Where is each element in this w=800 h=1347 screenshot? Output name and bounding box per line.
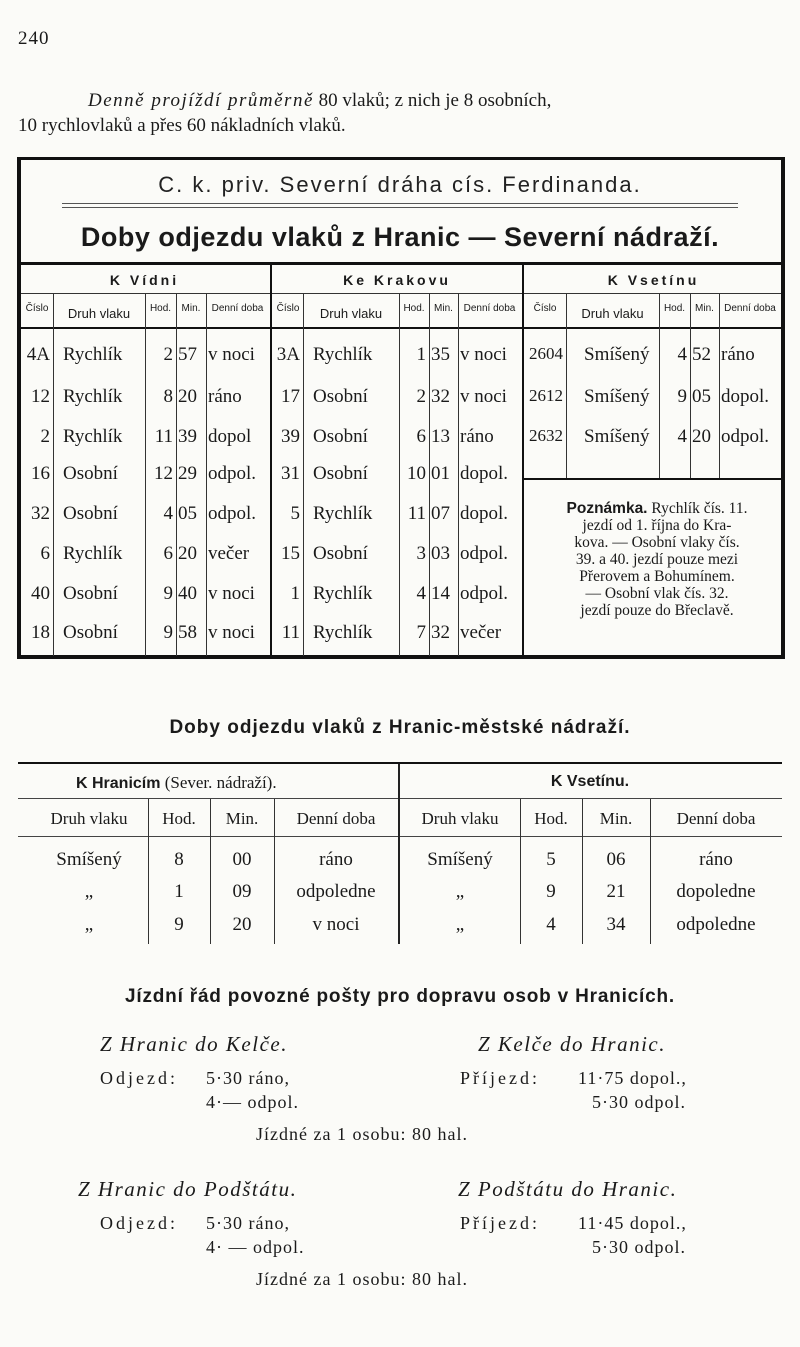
column-header-cislo: Číslo (276, 303, 300, 314)
table-cell: 6 (416, 426, 426, 447)
column-header-cislo: Číslo (25, 303, 49, 314)
intro-line1: 80 vlaků; z nich je 8 osobních, (313, 90, 552, 111)
table-cell: odpol. (460, 583, 509, 604)
t2-top-rule (18, 762, 782, 764)
table-cell: dopol. (721, 386, 770, 407)
arrival-time: 5·30 odpol. (592, 1237, 686, 1257)
table-cell: „ (455, 881, 465, 902)
column-divider (520, 799, 521, 944)
table-cell: večer (460, 622, 502, 643)
column-header-druh: Druh vlaku (319, 306, 383, 321)
table-cell: 01 (431, 463, 450, 484)
table-cell: 4 (546, 914, 556, 935)
table-cell: 40 (178, 583, 197, 604)
column-divider (458, 294, 459, 656)
column-divider (566, 294, 567, 479)
note-line: 39. a 40. jezdí pouze mezi (575, 551, 739, 568)
table-cell: odpoledne (296, 881, 376, 902)
group-divider (270, 265, 272, 655)
table-cell: odpol. (460, 543, 509, 564)
group-header-vsetin: K Vsetínu (607, 272, 700, 288)
table-cell: 57 (178, 344, 197, 365)
group-header-vsetin-town: K Vsetínu. (550, 773, 630, 790)
intro-paragraph (18, 88, 788, 138)
column-header-hod: Hod. (534, 809, 568, 828)
note-line: jezdí od 1. října do Kra- (582, 517, 732, 534)
table-cell: 4A (26, 344, 50, 365)
table-cell: Osobní (313, 463, 368, 484)
table-cell: 05 (178, 503, 197, 524)
departure-time: 4·— odpol. (206, 1092, 299, 1112)
table-cell: Smíšený (584, 426, 650, 447)
table-cell: 9 (677, 386, 687, 407)
table-cell: 6 (40, 543, 50, 564)
table-cell: 11 (281, 622, 300, 643)
table-cell: 21 (606, 881, 626, 902)
group1-name: K Hranicím (76, 775, 161, 792)
table-cell: 34 (606, 914, 626, 935)
table-cell: Rychlík (313, 344, 373, 365)
group1-note: (Sever. nádraží). (160, 773, 277, 792)
column-header-druh: Druh vlaku (50, 809, 128, 828)
table-cell: 20 (232, 914, 252, 935)
title-rule (21, 262, 781, 265)
group-rule (21, 293, 781, 294)
column-divider (274, 799, 275, 944)
table-cell: Rychlík (313, 583, 373, 604)
table-cell: 35 (431, 344, 450, 365)
company-underline (62, 203, 738, 208)
departure-label: Odjezd: (100, 1213, 178, 1233)
table-cell: „ (84, 914, 94, 935)
column-header-druh: Druh vlaku (67, 306, 131, 321)
column-header-hod: Hod. (149, 303, 172, 314)
table-cell: „ (455, 914, 465, 935)
table-cell: odpoledne (676, 914, 756, 935)
departure-time: 5·30 ráno, (206, 1068, 290, 1088)
table-cell: 18 (31, 622, 50, 643)
column-divider (206, 294, 207, 656)
route-title: Z Hranic do Podštátu. (78, 1177, 298, 1201)
table-cell: 20 (692, 426, 711, 447)
north-station-title: Doby odjezdu vlaků z Hranic — Severní nádraží. (80, 222, 720, 252)
route-title: Z Podštátu do Hranic. (458, 1177, 678, 1201)
table-cell: Osobní (63, 463, 118, 484)
page-number: 240 (18, 28, 50, 49)
arrival-label: Příjezd: (460, 1213, 540, 1233)
table-cell: v noci (460, 344, 507, 365)
railway-company-name: C. k. priv. Severní dráha cís. Ferdinanda. (158, 172, 642, 197)
table-cell: 12 (154, 463, 173, 484)
table-cell: v noci (208, 622, 255, 643)
table-cell: 05 (692, 386, 711, 407)
table-cell: Smíšený (584, 344, 650, 365)
table-cell: Smíšený (584, 386, 650, 407)
fare: Jízdné za 1 osobu: 80 hal. (256, 1269, 468, 1289)
table-cell: 9 (163, 583, 173, 604)
table-cell: Osobní (313, 426, 368, 447)
column-header-min: Min. (434, 303, 453, 314)
note-line: kova. — Osobní vlaky čís. (574, 534, 740, 551)
table-cell: 16 (31, 463, 50, 484)
table-cell: 2 (416, 386, 426, 407)
departure-label: Odjezd: (100, 1068, 178, 1088)
table-cell: v noci (460, 386, 507, 407)
table-cell: 03 (431, 543, 450, 564)
column-divider (719, 294, 720, 479)
table-cell: 32 (31, 503, 50, 524)
table-cell: 11 (154, 426, 173, 447)
table-cell: Smíšený (427, 849, 493, 870)
departure-time: 4· — odpol. (206, 1237, 305, 1257)
column-divider (429, 294, 430, 656)
route-title: Z Kelče do Hranic. (478, 1032, 666, 1056)
table-cell: 32 (431, 622, 450, 643)
group-header-krakow: Ke Krakovu (343, 272, 451, 288)
table-cell: 2612 (529, 386, 563, 405)
column-divider (53, 294, 54, 656)
t2-header-rule (18, 836, 782, 837)
table-cell: 5 (290, 503, 300, 524)
town-station-title: Doby odjezdu vlaků z Hranic-městské nádraží. (169, 717, 631, 738)
column-header-cislo: Číslo (533, 303, 557, 314)
fare: Jízdné za 1 osobu: 80 hal. (256, 1124, 468, 1144)
table-cell: 1 (416, 344, 426, 365)
table-cell: 8 (174, 849, 184, 870)
group-header-vienna: K Vídni (109, 272, 180, 288)
note-line: Přerovem a Bohumínem. (579, 568, 735, 585)
column-header-min: Min. (695, 303, 714, 314)
table-cell: ráno (208, 386, 242, 407)
table-cell: Rychlík (63, 543, 123, 564)
table-cell: 10 (407, 463, 426, 484)
table-cell: v noci (208, 583, 255, 604)
table-cell: 6 (163, 543, 173, 564)
table-cell: 07 (431, 503, 450, 524)
table-cell: 4 (416, 583, 426, 604)
column-divider (582, 799, 583, 944)
table-cell: 13 (431, 426, 450, 447)
table-cell: 39 (178, 426, 197, 447)
column-header-doba: Denní doba (296, 809, 376, 828)
table-cell: 5 (546, 849, 556, 870)
table-cell: dopol. (460, 503, 509, 524)
column-header-doba: Denní doba (676, 809, 756, 828)
column-divider (176, 294, 177, 656)
table-cell: Osobní (313, 386, 368, 407)
table-cell: 17 (281, 386, 300, 407)
column-divider (148, 799, 149, 944)
table-cell: Osobní (63, 583, 118, 604)
column-divider (399, 294, 400, 656)
column-divider (145, 294, 146, 656)
column-divider (650, 799, 651, 944)
table-cell: 9 (174, 914, 184, 935)
table-cell: 4 (677, 426, 687, 447)
column-header-doba: Denní doba (463, 303, 516, 314)
table-cell: 1 (174, 881, 184, 902)
table-cell: 2604 (529, 344, 563, 363)
table-cell: odpol. (208, 503, 257, 524)
table-cell: 2632 (529, 426, 563, 445)
header-rule (21, 327, 781, 329)
departure-time: 5·30 ráno, (206, 1213, 290, 1233)
column-header-druh: Druh vlaku (421, 809, 499, 828)
table-cell: Rychlík (313, 622, 373, 643)
table-cell: ráno (460, 426, 494, 447)
table-cell: dopoledne (676, 881, 756, 902)
column-divider (659, 294, 660, 479)
table-cell: 20 (178, 543, 197, 564)
intro-line2: 10 rychlovlaků a přes 60 nákladních vlaků. (18, 115, 346, 136)
note-line: jezdí pouze do Břeclavě. (580, 602, 734, 619)
table-cell: 09 (232, 881, 252, 902)
table-cell: 2 (40, 426, 50, 447)
table-cell: Smíšený (56, 849, 122, 870)
table-cell: 7 (416, 622, 426, 643)
table-cell: 15 (281, 543, 300, 564)
column-divider (690, 294, 691, 479)
table-cell: večer (208, 543, 250, 564)
table-cell: 52 (692, 344, 711, 365)
table-cell: 3 (416, 543, 426, 564)
table-cell: ráno (721, 344, 755, 365)
timetable-note (532, 500, 782, 619)
table-cell: odpol. (721, 426, 770, 447)
table-cell: 2 (163, 344, 173, 365)
table-cell: 32 (431, 386, 450, 407)
table-cell: ráno (699, 849, 733, 870)
table-cell: 1 (290, 583, 300, 604)
table-cell: v noci (208, 344, 255, 365)
table-cell: Osobní (63, 503, 118, 524)
group-header-hranice (30, 773, 396, 793)
vsetin-section-rule (524, 478, 781, 480)
column-header-doba: Denní doba (211, 303, 264, 314)
table-cell: Rychlík (63, 386, 123, 407)
table-cell: 39 (281, 426, 300, 447)
table-cell: 11 (407, 503, 426, 524)
column-divider (303, 294, 304, 656)
note-label: Poznámka. (566, 500, 648, 517)
t2-group-rule (18, 798, 782, 799)
column-divider (210, 799, 211, 944)
table-cell: Rychlík (313, 503, 373, 524)
table-cell: ráno (319, 849, 353, 870)
table-cell: „ (84, 881, 94, 902)
column-header-druh: Druh vlaku (581, 306, 644, 321)
table-cell: Rychlík (63, 344, 123, 365)
table-cell: 29 (178, 463, 197, 484)
table-cell: 9 (546, 881, 556, 902)
arrival-time: 5·30 odpol. (592, 1092, 686, 1112)
table-cell: 14 (431, 583, 450, 604)
table-cell: Rychlík (63, 426, 123, 447)
table-cell: dopol (208, 426, 252, 447)
table-cell: 31 (281, 463, 300, 484)
table-cell: 20 (178, 386, 197, 407)
column-header-min: Min. (225, 809, 259, 828)
note-divider (522, 478, 524, 655)
column-header-hod: Hod. (162, 809, 196, 828)
table-cell: 58 (178, 622, 197, 643)
post-coach-title: Jízdní řád povozné pošty pro dopravu osob v Hranicích. (125, 986, 675, 1007)
table-cell: Osobní (313, 543, 368, 564)
table-cell: Osobní (63, 622, 118, 643)
column-header-hod: Hod. (403, 303, 425, 314)
table-cell: 4 (677, 344, 687, 365)
intro-italic: Denně projíždí průměrně (88, 90, 314, 111)
arrival-time: 11·75 dopol., (578, 1068, 687, 1088)
route-title: Z Hranic do Kelče. (100, 1032, 288, 1056)
note-line: — Osobní vlak čís. 32. (585, 585, 729, 602)
table-cell: 06 (606, 849, 626, 870)
table-cell: 12 (31, 386, 50, 407)
table-cell: 9 (163, 622, 173, 643)
table-cell: v noci (312, 914, 360, 935)
table-cell: 8 (163, 386, 173, 407)
group-divider (522, 265, 524, 478)
table-cell: odpol. (208, 463, 257, 484)
column-header-min: Min. (599, 809, 633, 828)
table-cell: 4 (163, 503, 173, 524)
note-line: Rychlík čís. 11. (647, 500, 748, 517)
table-cell: 40 (31, 583, 50, 604)
column-header-hod: Hod. (663, 303, 686, 314)
arrival-time: 11·45 dopol., (578, 1213, 687, 1233)
group-divider (398, 764, 400, 944)
table-cell: dopol. (460, 463, 509, 484)
table-cell: 3A (276, 344, 300, 365)
column-header-min: Min. (181, 303, 201, 314)
arrival-label: Příjezd: (460, 1068, 540, 1088)
column-header-doba: Denní doba (724, 303, 776, 314)
table-cell: 00 (232, 849, 252, 870)
